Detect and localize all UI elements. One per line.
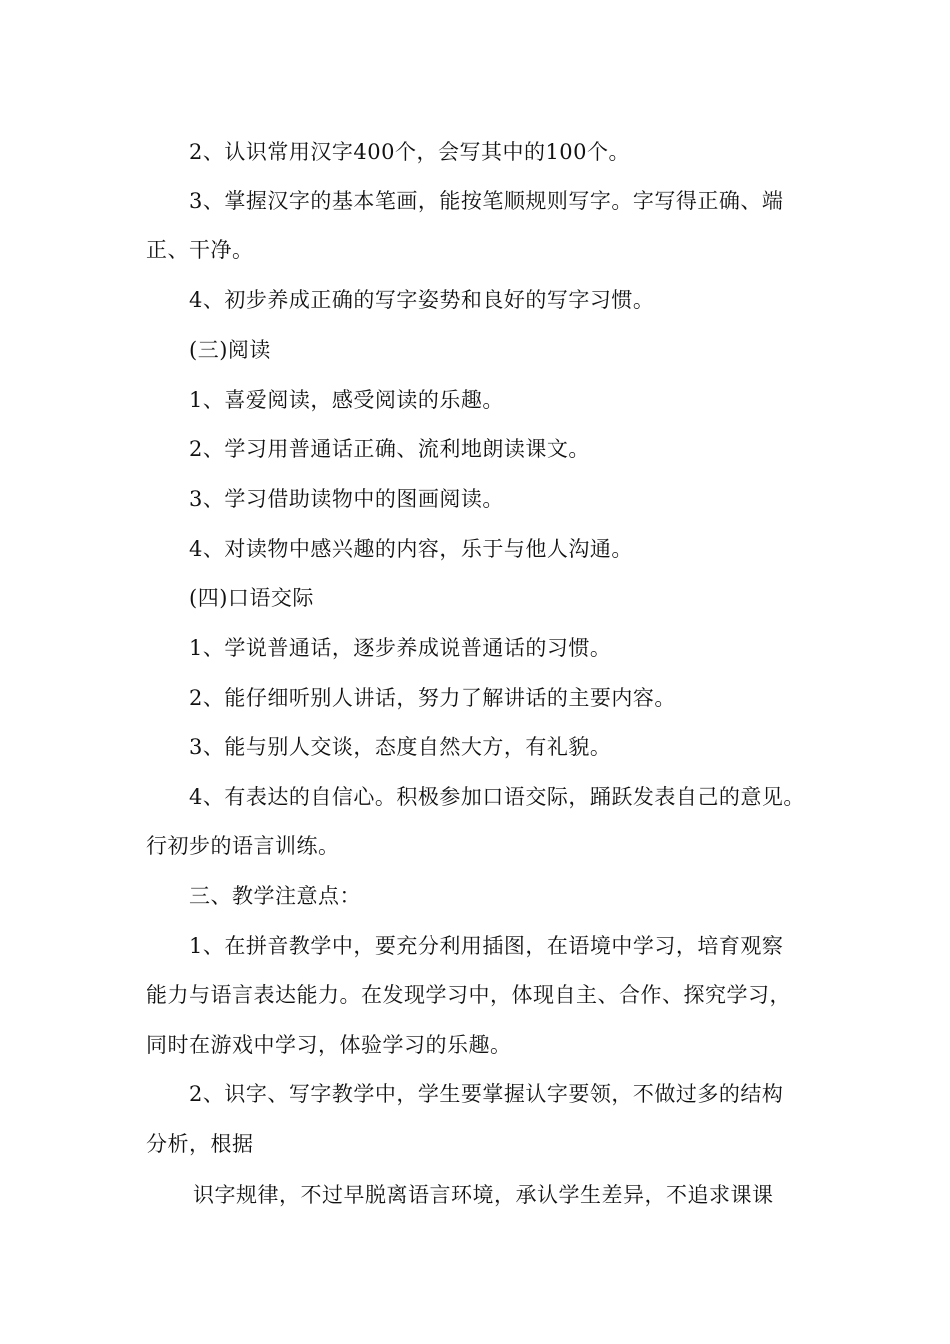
text-line: 正、干净。 [146,238,254,262]
section-heading: 三、教学注意点： [189,884,361,908]
text-line: 行初步的语言训练。 [146,834,340,858]
text-line: 4、对读物中感兴趣的内容，乐于与他人沟通。 [189,537,633,561]
text-line: 3、掌握汉字的基本笔画，能按笔顺规则写字。字写得正确、端 [189,189,784,213]
text-line: 同时在游戏中学习，体验学习的乐趣。 [146,1033,512,1057]
text-line: 1、学说普通话，逐步养成说普通话的习惯。 [189,636,612,660]
text-line: 2、认识常用汉字400个，会写其中的100个。 [189,140,631,164]
section-heading: (三)阅读 [189,338,271,362]
text-line: 2、学习用普通话正确、流利地朗读课文。 [189,437,590,461]
section-heading: (四)口语交际 [189,586,314,610]
text-line: 2、识字、写字教学中，学生要掌握认字要领，不做过多的结构 [189,1082,784,1106]
text-line: 能力与语言表达能力。在发现学习中，体现自主、合作、探究学习， [146,983,791,1007]
text-line: 2、能仔细听别人讲话，努力了解讲话的主要内容。 [189,686,676,710]
text-line: 4、初步养成正确的写字姿势和良好的写字习惯。 [189,288,655,312]
text-line: 4、有表达的自信心。积极参加口语交际，踊跃发表自己的意见。 [189,785,805,809]
text-line: 1、喜爱阅读，感受阅读的乐趣。 [189,388,504,412]
text-line: 3、能与别人交谈，态度自然大方，有礼貌。 [189,735,612,759]
text-line: 识字规律，不过早脱离语言环境，承认学生差异，不追求课课 [193,1183,774,1207]
text-line: 分析，根据 [146,1132,254,1156]
text-line: 3、学习借助读物中的图画阅读。 [189,487,504,511]
text-line: 1、在拼音教学中，要充分利用插图，在语境中学习，培育观察 [189,934,784,958]
